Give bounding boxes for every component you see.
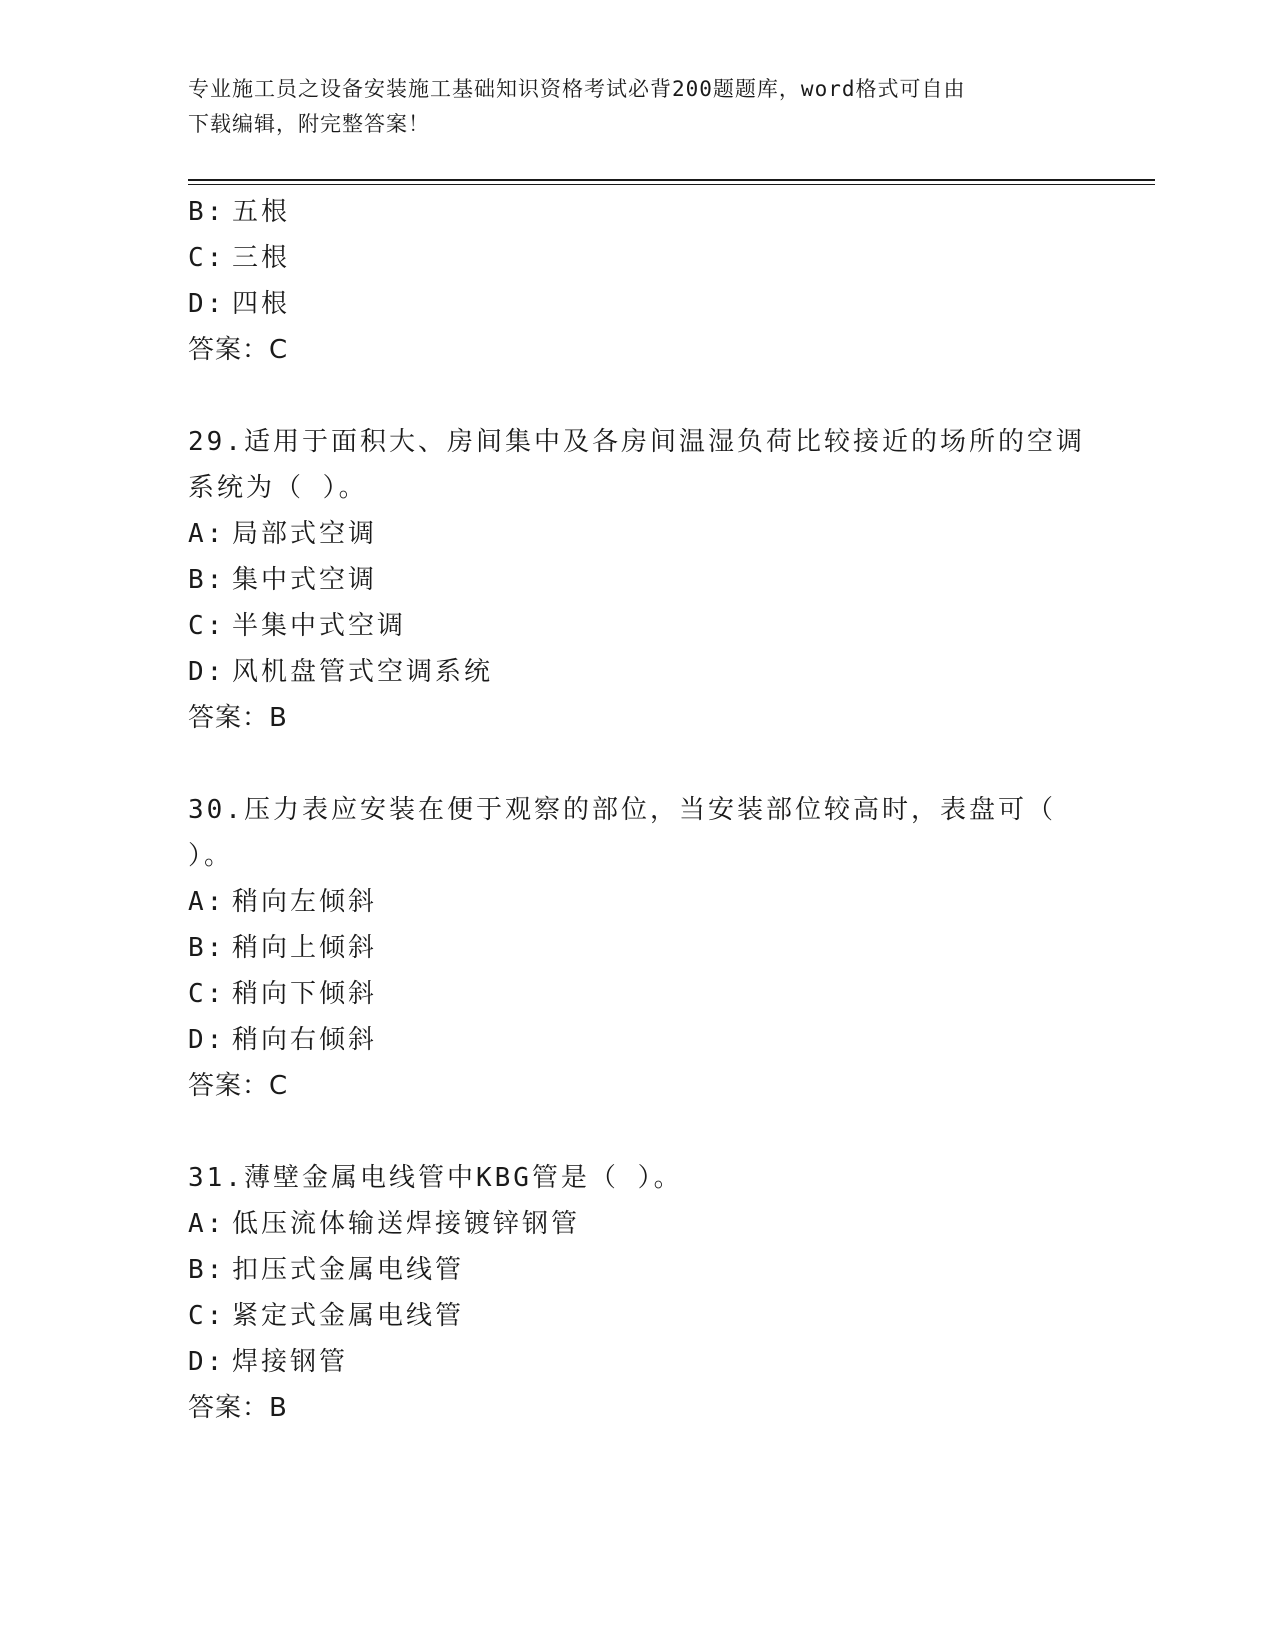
spacer	[188, 741, 1088, 787]
question-text-continued: 系统为（ ）。	[188, 473, 368, 503]
answer-line: 答案：C	[188, 1071, 289, 1101]
question-text: 30.压力表应安装在便于观察的部位，当安装部位较高时，表盘可（	[188, 795, 1056, 825]
option-a: A: 局部式空调	[188, 519, 378, 549]
option-d: D: 四根	[188, 289, 291, 319]
option-c: C: 半集中式空调	[188, 611, 407, 641]
spacer	[188, 1109, 1088, 1155]
option-d: D: 风机盘管式空调系统	[188, 657, 494, 687]
option-d: D: 稍向右倾斜	[188, 1025, 378, 1055]
header-divider-thick	[188, 179, 1155, 181]
question-text: 31.薄壁金属电线管中KBG管是（ ）。	[188, 1163, 683, 1193]
question-text: 29.适用于面积大、房间集中及各房间温湿负荷比较接近的场所的空调	[188, 427, 1085, 457]
option-c: C: 紧定式金属电线管	[188, 1301, 465, 1331]
header-line-1: 专业施工员之设备安装施工基础知识资格考试必背200题题库，word格式可自由	[188, 77, 966, 101]
question-list	[188, 189, 1088, 1431]
header-line-2: 下载编辑，附完整答案！	[188, 112, 430, 136]
answer-line: 答案：B	[188, 703, 288, 733]
header-divider-thin	[188, 184, 1155, 185]
option-b: B: 集中式空调	[188, 565, 378, 595]
option-d: D: 焊接钢管	[188, 1347, 349, 1377]
question-text-continued: ）。	[188, 841, 234, 871]
option-b: B: 稍向上倾斜	[188, 933, 378, 963]
option-c: C: 三根	[188, 243, 291, 273]
spacer	[188, 373, 1088, 419]
option-b: B: 扣压式金属电线管	[188, 1255, 465, 1285]
question-28-continuation	[188, 189, 1088, 373]
answer-line: 答案：B	[188, 1393, 288, 1423]
answer-line: 答案：C	[188, 335, 289, 365]
document-header	[188, 72, 1068, 142]
option-b: B: 五根	[188, 197, 291, 227]
option-a: A: 稍向左倾斜	[188, 887, 378, 917]
question-29	[188, 419, 1088, 741]
question-31	[188, 1155, 1088, 1431]
option-c: C: 稍向下倾斜	[188, 979, 378, 1009]
option-a: A: 低压流体输送焊接镀锌钢管	[188, 1209, 581, 1239]
question-30	[188, 787, 1088, 1109]
